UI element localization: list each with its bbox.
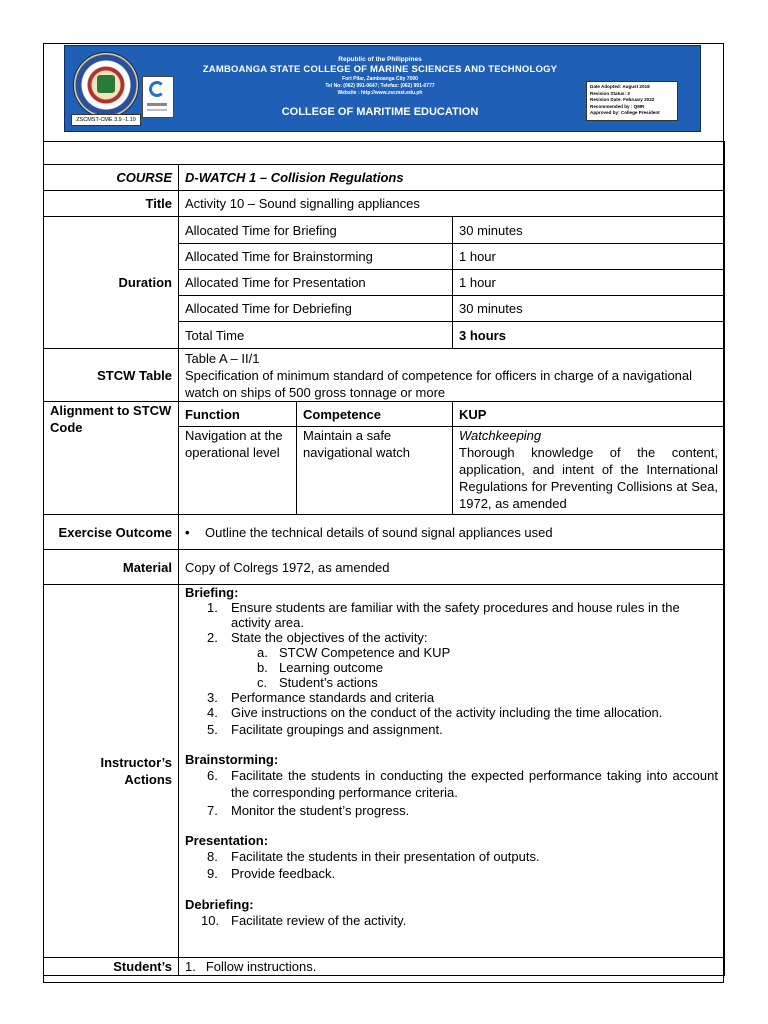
revision-box: Date Adopted: August 2018 Revision Status: 3 Revision Date: February 2022 Recommended by : QMR Approved by: College President — [586, 81, 678, 121]
course-row — [44, 165, 725, 191]
debriefing-title: Debriefing: — [185, 897, 254, 912]
header-banner — [64, 45, 701, 132]
material-label: Material — [44, 550, 179, 585]
certification-logo — [142, 76, 174, 118]
list-item: 8. Facilitate the students in their presentation of outputs. — [207, 849, 540, 864]
presentation-title: Presentation: — [185, 833, 269, 848]
alignment-label: Alignment to STCW Code — [44, 402, 179, 515]
college-seal-logo — [73, 52, 139, 118]
list-item: 2. State the objectives of the activity: — [207, 630, 428, 645]
duration-row — [44, 217, 725, 244]
list-item: c. Student’s actions — [257, 675, 378, 690]
list-item: 9. Provide feedback. — [207, 866, 336, 881]
duration-item: Allocated Time for Briefing — [179, 217, 453, 244]
competence-value: Maintain a safe navigational watch — [297, 427, 453, 515]
republic-line: Republic of the Philippines — [338, 56, 422, 63]
header-text — [195, 56, 565, 119]
briefing-title: Briefing: — [185, 585, 239, 600]
list-item: 6. Facilitate the students in conducting the expected performance taking into account the corresponding performance criteria. — [207, 768, 718, 800]
instructor-row — [44, 585, 725, 958]
student-row — [44, 958, 725, 976]
duration-time: 30 minutes — [453, 296, 725, 322]
school-name: ZAMBOANGA STATE COLLEGE OF MARINE SCIENCES AND TECHNOLOGY — [202, 64, 558, 75]
list-item: b. Learning outcome — [257, 660, 384, 675]
duration-time: 1 hour — [453, 244, 725, 270]
total-label: Total Time — [179, 322, 453, 349]
list-item: 4. Give instructions on the conduct of the activity including the time allocation. — [207, 705, 663, 720]
bullet-icon: • — [185, 524, 190, 540]
list-item: 7. Monitor the student’s progress. — [207, 803, 410, 818]
student-label: Student’s — [44, 958, 179, 976]
student-item-number: 1. — [185, 959, 196, 974]
duration-item: Allocated Time for Presentation — [179, 270, 453, 296]
exercise-row — [44, 515, 725, 550]
stcw-table-ref: Table A – II/1 — [185, 350, 260, 366]
exercise-value: Outline the technical details of sound signal appliances used — [205, 524, 553, 540]
function-value: Navigation at the operational level — [179, 427, 297, 515]
function-header: Function — [179, 402, 297, 427]
school-address: Fort Pilar, Zamboanga City 7000 — [342, 76, 418, 82]
list-item: a. STCW Competence and KUP — [257, 645, 451, 660]
material-value: Copy of Colregs 1972, as amended — [179, 550, 725, 585]
brainstorming-title: Brainstorming: — [185, 752, 279, 767]
material-row — [44, 550, 725, 585]
stcw-table-label: STCW Table — [44, 349, 179, 402]
course-label: COURSE — [116, 170, 172, 185]
list-item: 3. Performance standards and criteria — [207, 690, 435, 705]
blank-row — [44, 142, 725, 165]
list-item: 1. Ensure students are familiar with the safety procedures and house rules in the activity area. — [207, 600, 680, 630]
exercise-label: Exercise Outcome — [44, 515, 179, 550]
list-item: 5. Facilitate groupings and assignment. — [207, 722, 443, 737]
instructor-label: Instructor’s Actions — [44, 585, 179, 958]
list-item: 10. Facilitate review of the activity. — [201, 913, 407, 928]
title-row — [44, 191, 725, 217]
stcw-table-spec: Specification of minimum standard of competence for officers in charge of a navigational watch on ships of 500 gross tonnage or more — [185, 367, 693, 400]
document-code: ZSCMST-CME 3.9 -1.10 — [71, 114, 141, 126]
duration-time: 1 hour — [453, 270, 725, 296]
kup-title: Watchkeeping — [459, 428, 542, 443]
duration-time: 30 minutes — [453, 217, 725, 244]
duration-item: Allocated Time for Brainstorming — [179, 244, 453, 270]
duration-label: Duration — [44, 217, 179, 349]
kup-header: KUP — [453, 402, 725, 427]
student-item-text: Follow instructions. — [205, 959, 317, 974]
activity-table — [43, 141, 725, 976]
duration-item: Allocated Time for Debriefing — [179, 296, 453, 322]
competence-header: Competence — [297, 402, 453, 427]
course-value: D-WATCH 1 – Collision Regulations — [185, 170, 404, 185]
college-name: COLLEGE OF MARITIME EDUCATION — [281, 106, 479, 118]
school-contact: Tel No: (062) 991-0647; Telefax: (062) 991-0777 — [325, 83, 435, 89]
title-label: Title — [44, 191, 179, 217]
total-value: 3 hours — [453, 322, 725, 349]
stcw-table-row — [44, 349, 725, 402]
title-value: Activity 10 – Sound signalling appliances — [179, 191, 725, 217]
school-website: Website : http://www.zscmst.edu.ph — [337, 90, 423, 96]
alignment-header-row — [44, 402, 725, 427]
kup-text: Thorough knowledge of the content, application, and intent of the International Regulations for Preventing Collisions at Sea, 1972, as amended — [459, 445, 718, 511]
